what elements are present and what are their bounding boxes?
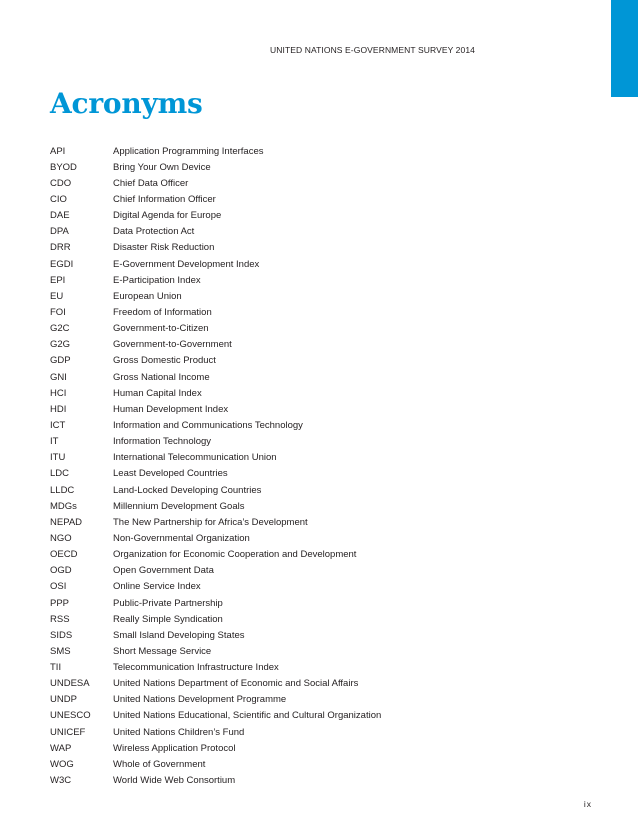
acronym-abbreviation: ITU [50, 452, 66, 464]
acronym-abbreviation: NEPAD [50, 516, 83, 528]
acronym-row [50, 385, 570, 401]
acronym-row [50, 304, 570, 320]
acronym-definition: Organization for Economic Cooperation and Development [113, 549, 357, 561]
acronym-abbreviation: DAE [50, 210, 70, 222]
acronym-definition: International Telecommunication Union [113, 452, 277, 464]
acronym-abbreviation: EPI [50, 274, 66, 286]
acronym-row [50, 159, 570, 175]
acronym-row [50, 353, 570, 369]
acronym-abbreviation: UNESCO [50, 710, 91, 722]
acronym-row [50, 208, 570, 224]
acronym-abbreviation: HCI [50, 387, 67, 399]
acronym-abbreviation: SIDS [50, 629, 73, 641]
running-header: UNITED NATIONS E-GOVERNMENT SURVEY 2014 [270, 45, 475, 55]
acronym-row [50, 772, 570, 788]
acronym-abbreviation: GDP [50, 355, 71, 367]
acronym-definition: Gross Domestic Product [113, 355, 216, 367]
accent-bar [611, 0, 638, 97]
acronym-definition: Millennium Development Goals [113, 500, 245, 512]
acronym-row [50, 466, 570, 482]
acronym-abbreviation: API [50, 145, 66, 157]
acronym-row [50, 288, 570, 304]
acronym-row [50, 547, 570, 563]
acronym-row [50, 369, 570, 385]
acronym-definition: European Union [113, 290, 182, 302]
acronym-list [50, 143, 570, 789]
acronym-row [50, 272, 570, 288]
acronym-row [50, 450, 570, 466]
acronym-row [50, 724, 570, 740]
acronym-row [50, 611, 570, 627]
acronym-row [50, 676, 570, 692]
acronym-abbreviation: OSI [50, 581, 67, 593]
acronym-definition: E-Government Development Index [113, 258, 260, 270]
acronym-abbreviation: BYOD [50, 161, 77, 173]
acronym-definition: United Nations Children’s Fund [113, 726, 245, 738]
acronym-definition: Non-Governmental Organization [113, 532, 250, 544]
acronym-abbreviation: PPP [50, 597, 70, 609]
acronym-row [50, 337, 570, 353]
acronym-abbreviation: SMS [50, 645, 71, 657]
acronym-abbreviation: G2C [50, 323, 70, 335]
acronym-abbreviation: FOI [50, 306, 66, 318]
acronym-definition: Online Service Index [113, 581, 201, 593]
acronym-definition: Telecommunication Infrastructure Index [113, 662, 279, 674]
acronym-row [50, 240, 570, 256]
acronym-row [50, 401, 570, 417]
acronym-row [50, 692, 570, 708]
acronym-abbreviation: IT [50, 436, 59, 448]
acronym-abbreviation: TII [50, 662, 62, 674]
acronym-definition: Information and Communications Technology [113, 419, 303, 431]
acronym-abbreviation: GNI [50, 371, 67, 383]
acronym-row [50, 256, 570, 272]
acronym-abbreviation: LDC [50, 468, 70, 480]
acronym-definition: Gross National Income [113, 371, 210, 383]
acronym-abbreviation: HDI [50, 403, 67, 415]
acronym-abbreviation: UNDESA [50, 678, 90, 690]
acronym-row [50, 175, 570, 191]
acronym-definition: Information Technology [113, 436, 212, 448]
acronym-definition: Least Developed Countries [113, 468, 228, 480]
acronym-definition: Land-Locked Developing Countries [113, 484, 262, 496]
acronym-abbreviation: EU [50, 290, 64, 302]
acronym-definition: Human Development Index [113, 403, 229, 415]
acronym-row [50, 579, 570, 595]
acronym-definition: Wireless Application Protocol [113, 742, 236, 754]
acronym-definition: Public-Private Partnership [113, 597, 223, 609]
acronym-definition: Whole of Government [113, 758, 206, 770]
acronym-definition: Government-to-Government [113, 339, 232, 351]
acronym-row [50, 595, 570, 611]
acronym-definition: United Nations Educational, Scientific and Cultural Organization [113, 710, 382, 722]
acronym-abbreviation: WAP [50, 742, 72, 754]
acronym-definition: Small Island Developing States [113, 629, 245, 641]
acronym-row [50, 643, 570, 659]
acronym-definition: Data Protection Act [113, 226, 195, 238]
acronym-abbreviation: W3C [50, 775, 72, 787]
acronym-definition: Chief Data Officer [113, 177, 189, 189]
acronym-row [50, 143, 570, 159]
acronym-row [50, 417, 570, 433]
acronym-definition: Disaster Risk Reduction [113, 242, 215, 254]
acronym-row [50, 434, 570, 450]
acronym-abbreviation: OGD [50, 565, 72, 577]
acronym-row [50, 224, 570, 240]
acronym-abbreviation: UNDP [50, 694, 77, 706]
acronym-abbreviation: LLDC [50, 484, 75, 496]
acronym-row [50, 740, 570, 756]
acronym-definition: Government-to-Citizen [113, 323, 209, 335]
page-title: Acronyms [50, 87, 203, 120]
acronym-row [50, 708, 570, 724]
acronym-abbreviation: UNICEF [50, 726, 86, 738]
acronym-abbreviation: G2G [50, 339, 71, 351]
acronym-definition: Open Government Data [113, 565, 214, 577]
acronym-row [50, 530, 570, 546]
acronym-abbreviation: MDGs [50, 500, 77, 512]
acronym-abbreviation: EGDI [50, 258, 74, 270]
acronym-row [50, 563, 570, 579]
acronym-row [50, 756, 570, 772]
page-number: ix [583, 799, 592, 809]
acronym-abbreviation: DPA [50, 226, 69, 238]
acronym-row [50, 514, 570, 530]
acronym-definition: Chief Information Officer [113, 193, 216, 205]
acronym-row [50, 482, 570, 498]
acronym-abbreviation: RSS [50, 613, 70, 625]
acronym-abbreviation: CIO [50, 193, 67, 205]
acronym-definition: United Nations Development Programme [113, 694, 287, 706]
acronym-definition: Bring Your Own Device [113, 161, 211, 173]
acronym-definition: Short Message Service [113, 645, 212, 657]
acronym-abbreviation: WOG [50, 758, 74, 770]
acronym-row [50, 498, 570, 514]
acronym-definition: United Nations Department of Economic and Social Affairs [113, 678, 359, 690]
acronym-definition: Freedom of Information [113, 306, 212, 318]
acronym-abbreviation: NGO [50, 532, 72, 544]
acronym-definition: E-Participation Index [113, 274, 201, 286]
acronym-definition: Digital Agenda for Europe [113, 210, 222, 222]
acronym-row [50, 321, 570, 337]
acronym-definition: The New Partnership for Africa’s Development [113, 516, 308, 528]
acronym-row [50, 660, 570, 676]
acronym-row [50, 627, 570, 643]
acronym-row [50, 191, 570, 207]
acronym-definition: World Wide Web Consortium [113, 775, 236, 787]
acronym-abbreviation: DRR [50, 242, 71, 254]
acronym-abbreviation: ICT [50, 419, 66, 431]
acronym-abbreviation: OECD [50, 549, 78, 561]
acronym-abbreviation: CDO [50, 177, 72, 189]
acronym-definition: Human Capital Index [113, 387, 202, 399]
acronym-definition: Application Programming Interfaces [113, 145, 264, 157]
acronym-definition: Really Simple Syndication [113, 613, 223, 625]
